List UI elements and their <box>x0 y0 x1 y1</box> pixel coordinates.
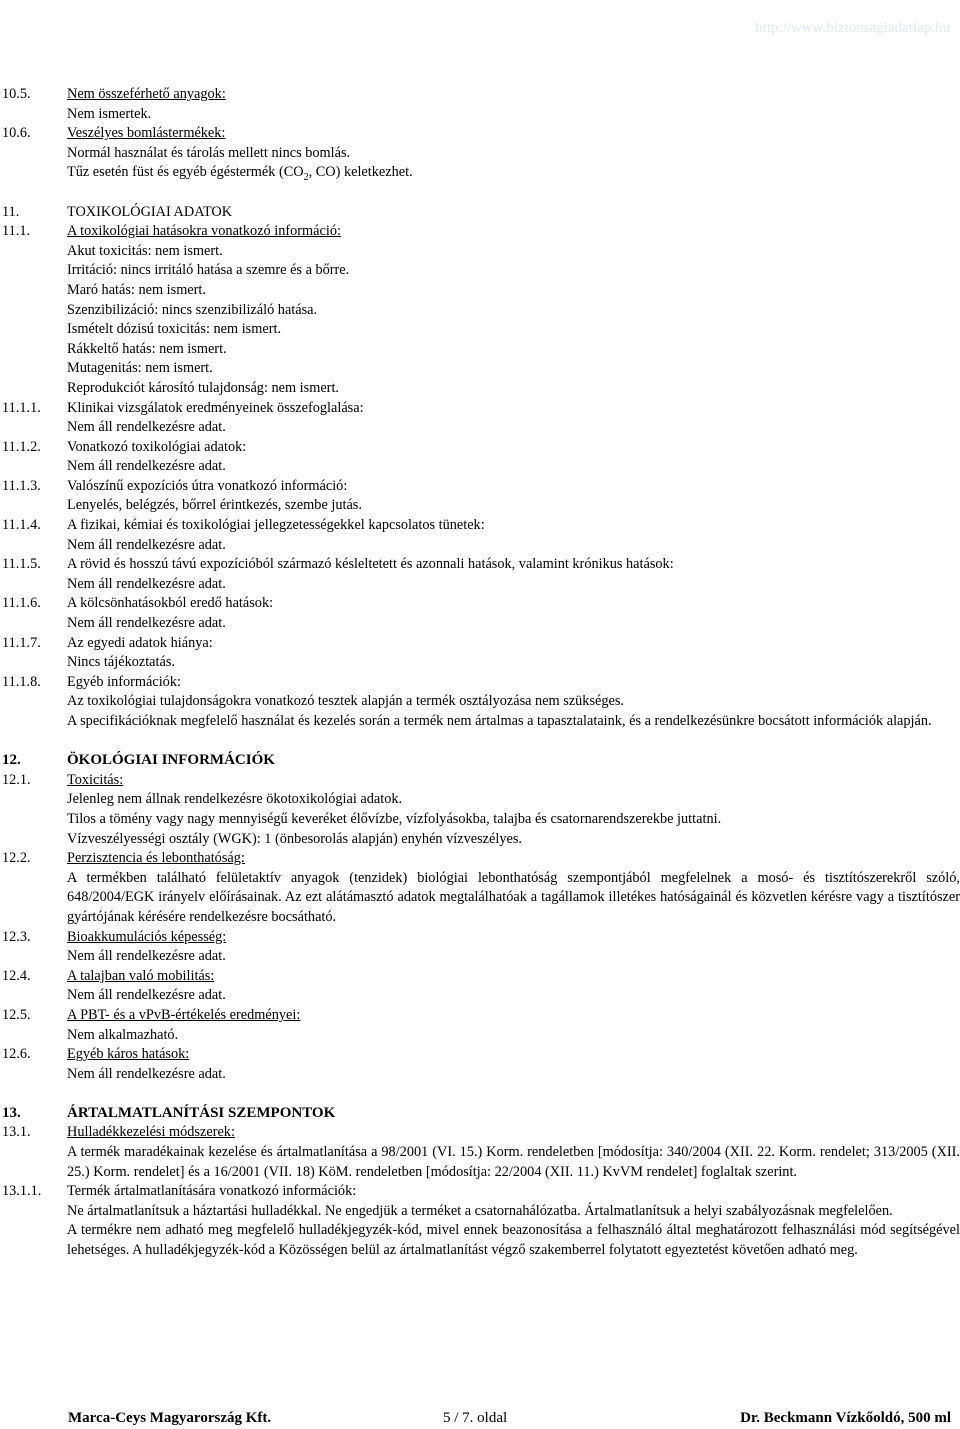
section-text: Nem áll rendelkezésre adat. <box>67 948 226 965</box>
section-text: Nincs tájékoztatás. <box>67 654 175 671</box>
section-number: 11.1.5. <box>2 556 41 573</box>
section-number: 12.5. <box>2 1006 31 1023</box>
section-13-heading <box>0 1104 960 1124</box>
section-title: Bioakkumulációs képesség: <box>67 928 227 945</box>
section-text: Nem áll rendelkezésre adat. <box>67 615 226 632</box>
section-number: 12.1. <box>2 771 31 788</box>
section-text: Nem áll rendelkezésre adat. <box>67 575 226 592</box>
created-date: Elkészítés időpontja: 2008. szeptember 22. <box>9 2 267 18</box>
section-title: Egyéb káros hatások: <box>67 1046 190 1063</box>
section-paragraph: Ne ártalmatlanítsuk a háztartási hulladékkal. Ne engedjük a terméket a csatornahálózatba. Ártalmatlanítsuk a helyi szabályozásnak megfelelően. <box>67 1202 893 1219</box>
section-title: Nem összeférhető anyagok: <box>67 86 226 102</box>
section-title: Toxicitás: <box>67 771 124 788</box>
section-number: 11. <box>2 203 20 220</box>
section-number: 11.1.4. <box>2 517 41 534</box>
section-paragraph: A specifikációknak megfelelő használat és kezelés során a termék nem ártalmas a tapasztalataink, és a rendelkezésünkre bocsátott információk alapján. <box>67 713 932 729</box>
section-number: 13. <box>2 1104 21 1121</box>
section-text: Az toxikológiai tulajdonságokra vonatkozó tesztek alapján a termék osztályozása nem szükséges. <box>67 693 624 710</box>
section-title: Vonatkozó toxikológiai adatok: <box>67 438 247 455</box>
revised-date: Felülvizsgálat időpontja: 2012. december 5. <box>9 21 273 37</box>
section-number: 13.1.1. <box>2 1183 42 1200</box>
section-number: 11.1.7. <box>2 634 41 651</box>
section-title: Hulladékkezelési módszerek: <box>67 1124 235 1141</box>
section-title: A talajban való mobilitás: <box>67 967 215 984</box>
section-paragraph: A termékre nem adható meg megfelelő hulladékjegyzék-kód, mivel ennek beazonosítása a felhasználó által meghatározott felhasználási mód segítségével lehetséges. A hulladékjegyzék-kód a Közösségen belül az ártalmatlanítást végző szakemberrel folytatott egyeztetést követően adható meg. <box>67 1222 960 1259</box>
version-number: Verziószám: 2 <box>9 40 95 56</box>
section-title: A toxikológiai hatásokra vonatkozó információ: <box>67 223 341 240</box>
section-text: Lenyelés, belégzés, bőrrel érintkezés, szembe jutás. <box>67 497 362 514</box>
website-link[interactable]: http://www.biztonsagiadatlap.hu <box>755 20 950 36</box>
section-number: 11.1.2. <box>2 438 41 455</box>
section-title: Veszélyes bomlástermékek: <box>67 125 226 142</box>
section-11-heading <box>0 203 960 223</box>
section-number: 12.3. <box>2 928 31 945</box>
section-12-heading <box>0 751 960 771</box>
section-title: A kölcsönhatásokból eredő hatások: <box>67 595 274 612</box>
section-text: Irritáció: nincs irritáló hatása a szemre és a bőrre. <box>67 262 350 279</box>
section-text <box>67 163 960 187</box>
section-paragraph: A termékben található felületaktív anyagok (tenzidek) biológiai lebonthatóság szempontjából megfelelnek a mosó- és tisztítószerekről szóló, 648/2004/EGK irányelv előírásainak. Az ezt alátámasztó adatok megtalálhatóak a tagállamok illetékes hatóságainál és közvetlen kérésre vagy a tisztítószer gyártójának kérésére rendelkezésre bocsátható. <box>67 869 960 925</box>
section-number: 11.1. <box>2 223 31 240</box>
section-text: Ismételt dózisú toxicitás: nem ismert. <box>67 321 282 338</box>
section-title: Termék ártalmatlanítására vonatkozó információk: <box>67 1183 357 1200</box>
text-part: Tűz esetén füst és egyéb égéstermék (CO <box>67 164 304 181</box>
section-number: 11.1.1. <box>2 399 41 416</box>
section-title: Valószínű expozíciós útra vonatkozó információ: <box>67 477 348 494</box>
document-body <box>0 85 960 1261</box>
section-number: 11.1.6. <box>2 595 41 612</box>
section-10-5 <box>0 85 960 105</box>
section-text: Nem áll rendelkezésre adat. <box>67 458 226 475</box>
section-text: Nem áll rendelkezésre adat. <box>67 536 226 553</box>
page-number: 5 / 7. oldal <box>443 1410 508 1426</box>
section-text: Mutagenitás: nem ismert. <box>67 360 213 377</box>
company-name: Marca-Ceys Magyarország Kft. <box>68 1410 272 1426</box>
section-text: Nem áll rendelkezésre adat. <box>67 987 226 1004</box>
section-text: Nem ismertek. <box>67 105 152 122</box>
section-heading: TOXIKOLÓGIAI ADATOK <box>67 203 233 220</box>
section-text: Nem áll rendelkezésre adat. <box>67 1065 226 1082</box>
section-text: Jelenleg nem állnak rendelkezésre ökotoxikológiai adatok. <box>67 791 403 808</box>
section-paragraph: A termék maradékainak kezelése és ártalmatlanítása a 98/2001 (VI. 15.) Korm. rendeletben [módosítja: 340/2004 (XII. 22. Korm. rendelet; 313/2005 (XII. 25.) Korm. rendelet] és a 16/2001 (VII. 18) KöM. rendeletben [módosítja: 22/2004 (XII. 11.) KvVM rendelet] foglaltak szerint. <box>67 1144 960 1180</box>
section-number: 11.1.3. <box>2 477 41 494</box>
section-number: 12.2. <box>2 850 31 867</box>
section-number: 12.6. <box>2 1046 31 1063</box>
section-text: Szenzibilizáció: nincs szenzibilizáló hatása. <box>67 301 318 318</box>
text-part: , CO) keletkezhet. <box>308 164 413 181</box>
section-number: 10.6. <box>2 125 31 142</box>
section-number: 11.1.8. <box>2 673 41 690</box>
section-heading: ÁRTALMATLANÍTÁSI SZEMPONTOK <box>67 1104 336 1121</box>
section-text: Nem alkalmazható. <box>67 1026 179 1043</box>
section-text: Rákkeltő hatás: nem ismert. <box>67 340 227 357</box>
section-number: 10.5. <box>2 86 31 102</box>
section-number: 12.4. <box>2 967 31 984</box>
section-text: Nem áll rendelkezésre adat. <box>67 419 226 436</box>
section-text: Reprodukciót károsító tulajdonság: nem ismert. <box>67 379 339 396</box>
section-number: 13.1. <box>2 1124 31 1141</box>
section-10-6 <box>0 124 960 144</box>
section-number: 12. <box>2 752 21 769</box>
section-title: Az egyedi adatok hiánya: <box>67 634 213 651</box>
section-title: A PBT- és a vPvB-értékelés eredményei: <box>67 1006 301 1023</box>
subscript: 2 <box>303 172 309 184</box>
section-title: A fizikai, kémiai és toxikológiai jellegzetességekkel kapcsolatos tünetek: <box>67 517 485 534</box>
page-footer <box>0 1408 960 1428</box>
section-title: Klinikai vizsgálatok eredményeinek összefoglalása: <box>67 399 364 416</box>
section-title: Perzisztencia és lebonthatóság: <box>67 850 245 867</box>
product-name: Dr. Beckmann Vízkőoldó, 500 ml <box>740 1410 951 1426</box>
page-header <box>0 0 960 62</box>
section-heading: ÖKOLÓGIAI INFORMÁCIÓK <box>67 752 275 769</box>
section-text: Normál használat és tárolás mellett nincs bomlás. <box>67 144 351 161</box>
section-title: Egyéb információk: <box>67 673 181 690</box>
section-text: Vízveszélyességi osztály (WGK): 1 (önbesorolás alapján) enyhén vízveszélyes. <box>67 830 522 847</box>
section-title: A rövid és hosszú távú expozícióból származó késleltetett és azonnali hatások, valamint krónikus hatások: <box>67 556 674 573</box>
section-text: Maró hatás: nem ismert. <box>67 281 206 298</box>
section-text: Akut toxicitás: nem ismert. <box>67 242 223 259</box>
section-text: Tilos a tömény vagy nagy mennyiségű keveréket élővízbe, vízfolyásokba, talajba és csatornarendszerekbe juttatni. <box>67 810 722 827</box>
